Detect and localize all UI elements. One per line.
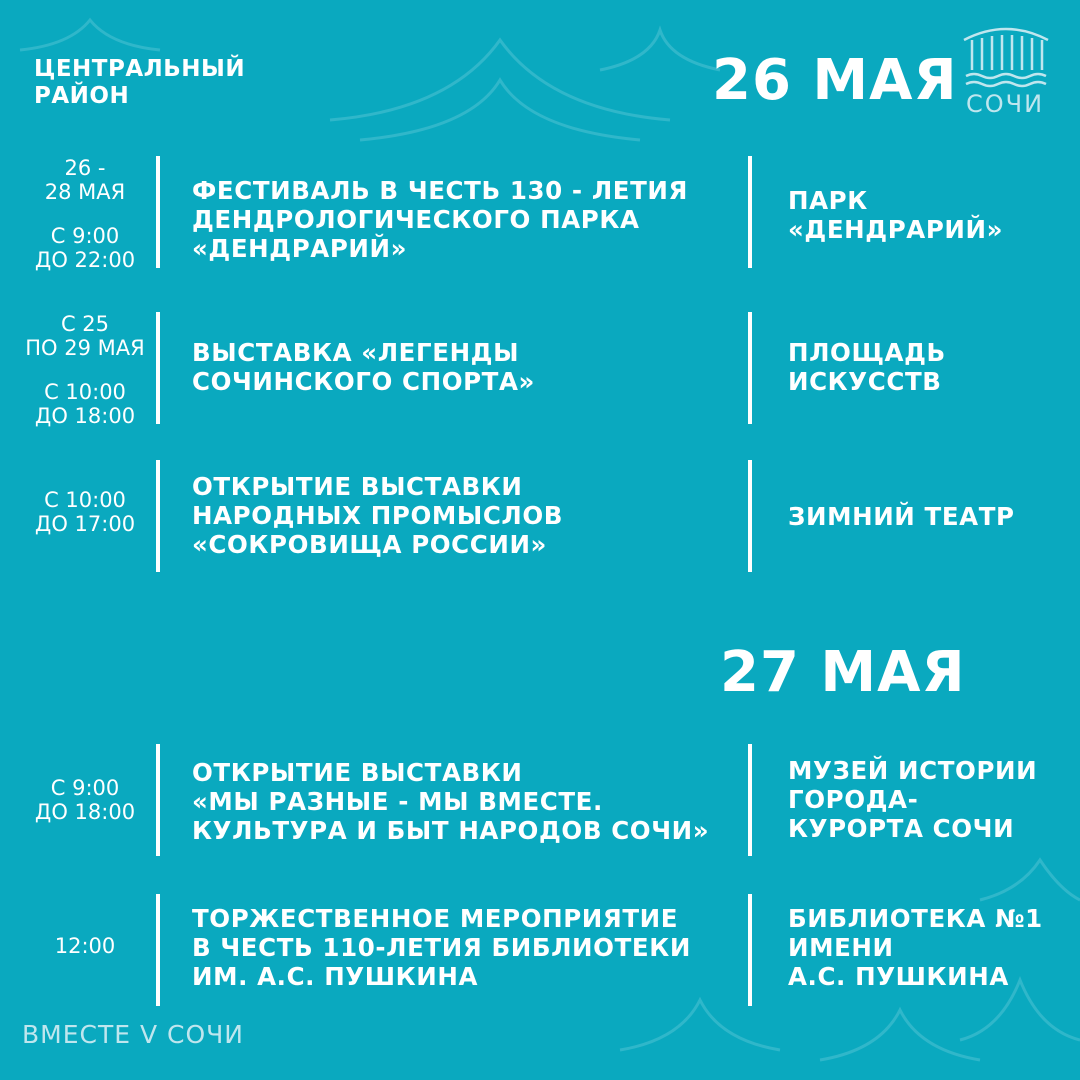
event-venue: ПАРК «ДЕНДРАРИЙ» <box>788 186 1004 244</box>
event-time: С 9:00 ДО 18:00 <box>34 776 136 824</box>
district-line-1: ЦЕНТРАЛЬНЫЙ <box>34 56 246 82</box>
event-title: ТОРЖЕСТВЕННОЕ МЕРОПРИЯТИЕ В ЧЕСТЬ 110-ЛЕТИЯ БИБЛИОТЕКИ ИМ. А.С. ПУШКИНА <box>192 904 691 991</box>
event-time: С 25 ПО 29 МАЯ С 10:00 ДО 18:00 <box>25 312 145 428</box>
divider-left <box>156 894 160 1006</box>
event-time: 12:00 <box>54 934 116 958</box>
divider-right <box>748 312 752 424</box>
divider-right <box>748 460 752 572</box>
date-heading-may-27: 27 МАЯ <box>720 640 966 705</box>
divider-right <box>748 744 752 856</box>
divider-right <box>748 156 752 268</box>
date-heading-may-26: 26 МАЯ <box>712 48 958 113</box>
event-venue: БИБЛИОТЕКА №1 ИМЕНИ А.С. ПУШКИНА <box>788 904 1043 991</box>
divider-right <box>748 894 752 1006</box>
divider-left <box>156 156 160 268</box>
divider-left <box>156 744 160 856</box>
footer-slogan: ВМЕСТЕ V СОЧИ <box>22 1020 245 1049</box>
event-venue: ПЛОЩАДЬ ИСКУССТВ <box>788 338 946 396</box>
event-title: ОТКРЫТИЕ ВЫСТАВКИ НАРОДНЫХ ПРОМЫСЛОВ «СОКРОВИЩА РОССИИ» <box>192 472 564 559</box>
divider-left <box>156 460 160 572</box>
event-title: ОТКРЫТИЕ ВЫСТАВКИ «МЫ РАЗНЫЕ - МЫ ВМЕСТЕ. КУЛЬТУРА И БЫТ НАРОДОВ СОЧИ» <box>192 758 710 845</box>
district-label <box>34 56 245 110</box>
event-venue: МУЗЕЙ ИСТОРИИ ГОРОДА- КУРОРТА СОЧИ <box>788 756 1038 843</box>
divider-left <box>156 312 160 424</box>
event-venue: ЗИМНИЙ ТЕАТР <box>788 502 1015 531</box>
event-time: С 10:00 ДО 17:00 <box>34 488 136 536</box>
event-time: 26 - 28 МАЯ С 9:00 ДО 22:00 <box>34 156 136 272</box>
event-title: ФЕСТИВАЛЬ В ЧЕСТЬ 130 - ЛЕТИЯ ДЕНДРОЛОГИЧЕСКОГО ПАРКА «ДЕНДРАРИЙ» <box>192 176 688 263</box>
event-title: ВЫСТАВКА «ЛЕГЕНДЫ СОЧИНСКОГО СПОРТА» <box>192 338 535 396</box>
district-line-2: РАЙОН <box>34 83 130 109</box>
logo-text: СОЧИ <box>966 90 1045 118</box>
